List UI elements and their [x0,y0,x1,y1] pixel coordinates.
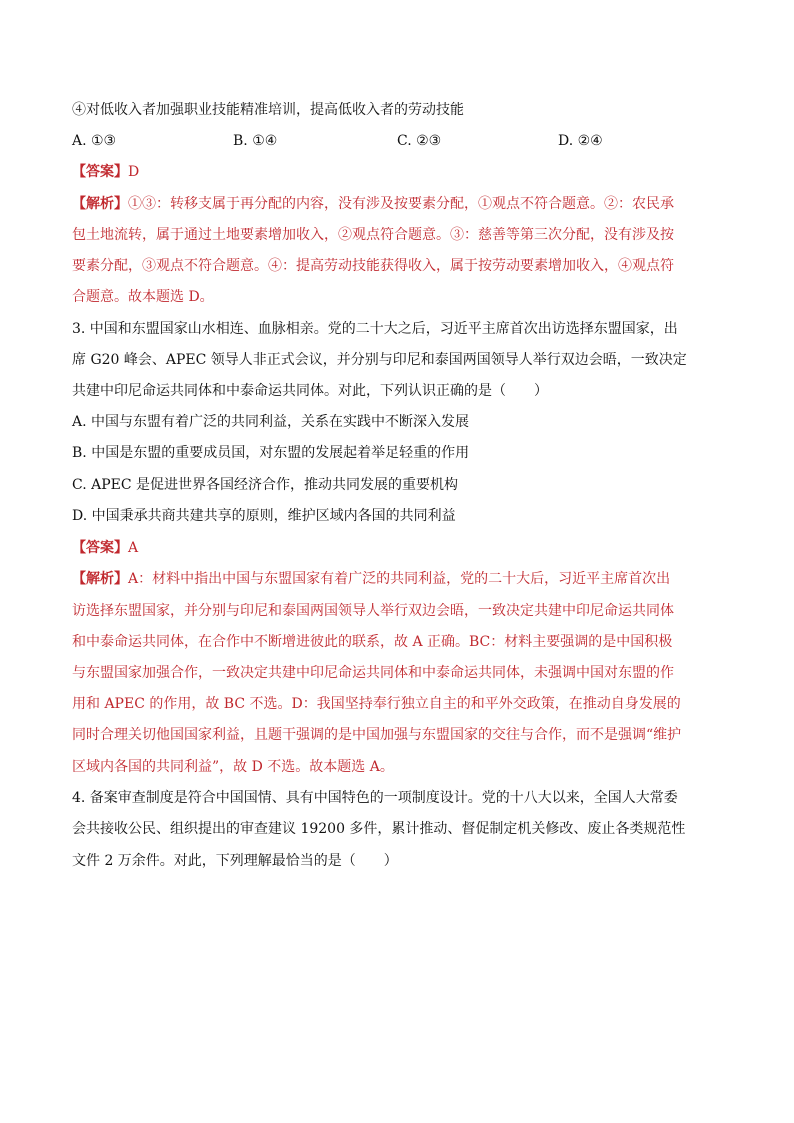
answer-tag: 【答案】 [72,540,128,556]
q2-analysis-line-3: 要素分配，③观点不符合题意。④：提高劳动技能获得收入，属于按劳动要素增加收入，④观点符 [72,258,674,274]
q3-option-c: C. APEC 是促进世界各国经济合作，推动共同发展的重要机构 [72,477,459,493]
q3-option-b: B. 中国是东盟的重要成员国，对东盟的发展起着举足轻重的作用 [72,445,470,461]
q3-answer [72,538,722,558]
q3-analysis-line-6: 同时合理关切他国国家利益，且题干强调的是中国加强与东盟国家的交往与合作，而不是强调“维护 [72,727,682,743]
q3-analysis-line-5: 用和 APEC 的作用，故 BC 不选。D：我国坚持奉行独立自主的和平外交政策，在推动自身发展的 [72,696,681,712]
q3-analysis-line-1: 【解析】A：材料中指出中国与东盟国家有着广泛的共同利益，党的二十大后，习近平主席首次出 [72,571,671,587]
q2-answer [72,162,722,182]
answer-tag: 【答案】 [72,164,128,180]
q2-analysis-line-1: 【解析】①③：转移支属于再分配的内容，没有涉及按要素分配，①观点不符合题意。②：农民承 [72,196,674,212]
answer-value: A [128,540,139,556]
analysis-tag: 【解析】 [72,571,128,587]
q3-stem-line-3: 共建中印尼命运共同体和中泰命运共同体。对此，下列认识正确的是（ ） [72,383,548,399]
q4-stem-line-3: 文件 2 万余件。对此，下列理解最恰当的是（ ） [72,853,398,869]
q2-option-d: D. ②④ [558,133,603,149]
q3-analysis-line-4: 与东盟国家加强合作，一致决定共建中印尼命运共同体和中泰命运共同体，未强调中国对东盟的作 [72,665,674,681]
answer-value: D [128,164,140,180]
q3-option-d: D. 中国秉承共商共建共享的原则，维护区域内各国的共同利益 [72,508,456,524]
q4-stem-line-2: 会共接收公民、组织提出的审查建议 19200 多件，累计推动、督促制定机关修改、废止各类规范性 [72,821,686,837]
q3-stem-line-1: 3. 中国和东盟国家山水相连、血脉相亲。党的二十大之后，习近平主席首次出访选择东盟国家，出 [72,321,678,337]
q3-analysis-line-7: 区域内各国的共同利益”，故 D 不选。故本题选 A。 [72,759,394,775]
q3-option-a: A. 中国与东盟有着广泛的共同利益，关系在实践中不断深入发展 [72,414,470,430]
q3-analysis-line-2: 访选择东盟国家，并分别与印尼和泰国两国领导人举行双边会晤，一致决定共建中印尼命运共同体 [72,603,674,619]
q3-stem-line-2: 席 G20 峰会、APEC 领导人非正式会议，并分别与印尼和泰国两国领导人举行双边会晤，一致决定 [72,352,687,368]
q2-analysis-line-4: 合题意。故本题选 D。 [72,289,214,305]
q2-option-a: A. ①③ [72,133,117,149]
q2-analysis-line-2: 包土地流转，属于通过土地要素增加收入，②观点符合题意。③：慈善等第三次分配，没有涉及按 [72,227,674,243]
q3-analysis-line-3: 和中泰命运共同体，在合作中不断增进彼此的联系，故 A 正确。BC：材料主要强调的是中国积极 [72,634,673,650]
q2-option-b: B. ①④ [233,133,278,149]
q2-option-c: C. ②③ [397,133,442,149]
analysis-tag: 【解析】 [72,196,128,212]
q2-statement-4: ④对低收入者加强职业技能精准培训，提高低收入者的劳动技能 [72,102,464,118]
q4-stem-line-1: 4. 备案审查制度是符合中国国情、具有中国特色的一项制度设计。党的十八大以来，全国人大常委 [72,790,678,806]
